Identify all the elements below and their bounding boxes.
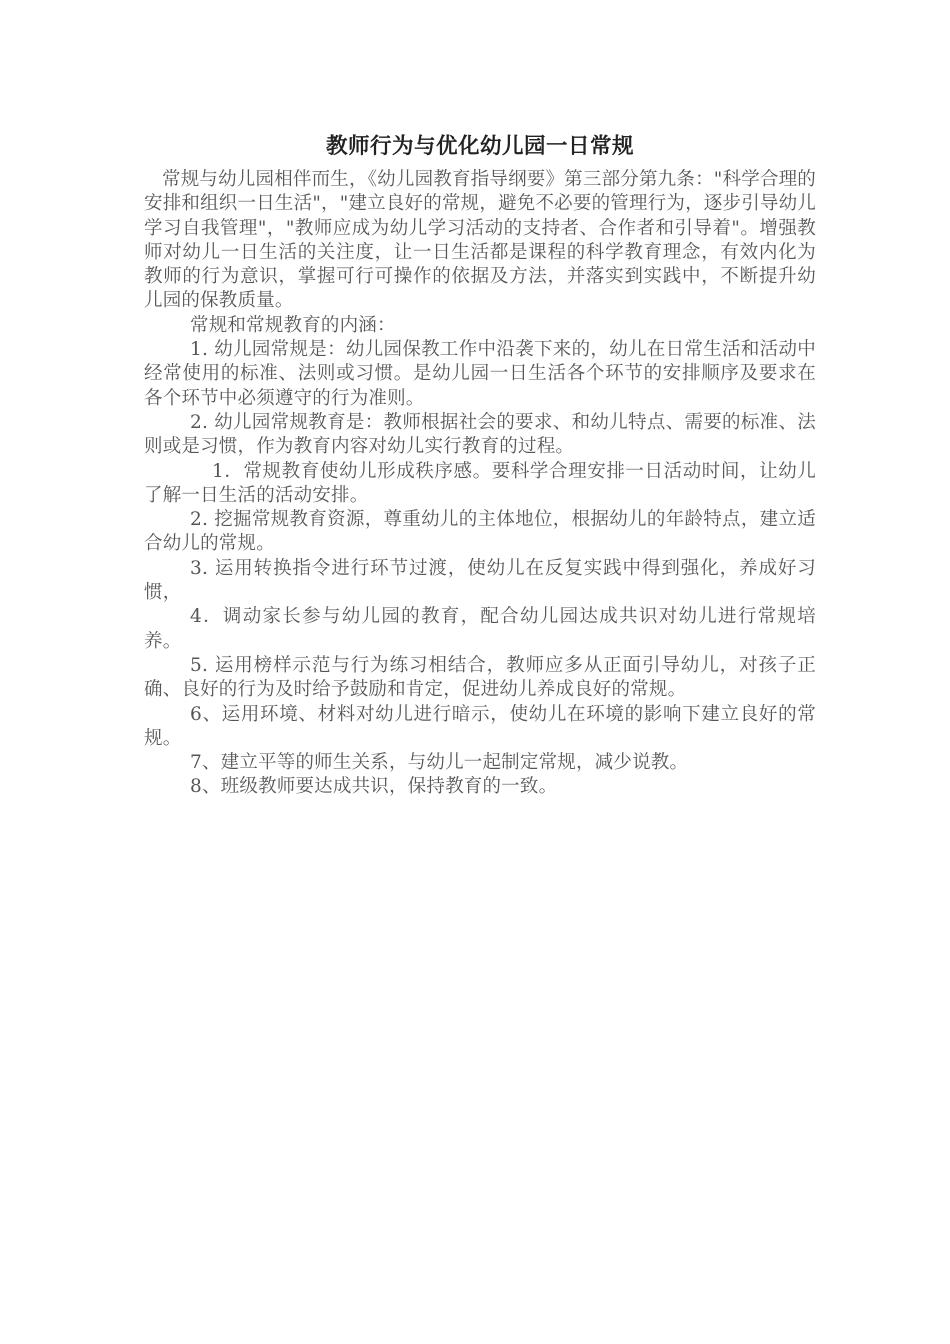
strategy-item: 7、建立平等的师生关系，与幼儿一起制定常规，减少说教。 [190, 752, 689, 774]
section-heading: 常规和常规教育的内涵： [190, 314, 396, 336]
strategy-item: 6、运用环境、材料对幼儿进行暗示，使幼儿在环境的影响下建立良好的常规。 [144, 703, 816, 749]
strategy-item: 1．常规教育使幼儿形成秩序感。要科学合理安排一日活动时间，让幼儿了解一日生活的活动安排。 [144, 460, 816, 506]
strategy-item: 2. 挖掘常规教育资源，尊重幼儿的主体地位，根据幼儿的年龄特点，建立适合幼儿的常规。 [144, 509, 816, 555]
strategy-item: 3. 运用转换指令进行环节过渡，使幼儿在反复实践中得到强化，养成好习惯， [144, 557, 816, 604]
document-title: 教师行为与优化幼儿园一日常规 [325, 134, 634, 159]
definition-item: 1. 幼儿园常规是：幼儿园保教工作中沿袭下来的，幼儿在日常生活和活动中经常使用的标准、法则或习惯。是幼儿园一日生活各个环节的安排顺序及要求在各个环节中必须遵守的行为准则。 [144, 339, 816, 409]
intro-paragraph: 常规与幼儿园相伴而生，《幼儿园教育指导纲要》第三部分第九条："科学合理的安排和组织一日生活"，"建立良好的常规，避免不必要的管理行为，逐步引导幼儿学习自我管理"，"教师应成为幼儿学习活动的支持者、合作者和引导着"。增强教师对幼儿一日生活的关注度，让一日生活都是课程的科学教育理念，有效内化为教师的行为意识，掌握可行可操作的依据及方法，并落实到实践中，不断提升幼儿园的保教质量。 [144, 169, 816, 312]
strategy-item: 5. 运用榜样示范与行为练习相结合，教师应多从正面引导幼儿，对孩子正确、良好的行为及时给予鼓励和肯定，促进幼儿养成良好的常规。 [144, 654, 816, 701]
strategy-item: 8、班级教师要达成共识，保持教育的一致。 [190, 776, 558, 798]
document-page [144, 130, 816, 800]
definition-item: 2. 幼儿园常规教育是：教师根据社会的要求、和幼儿特点、需要的标准、法则或是习惯，作为教育内容对幼儿实行教育的过程。 [144, 411, 816, 458]
strategy-item: 4．调动家长参与幼儿园的教育，配合幼儿园达成共识对幼儿进行常规培养。 [144, 606, 816, 652]
